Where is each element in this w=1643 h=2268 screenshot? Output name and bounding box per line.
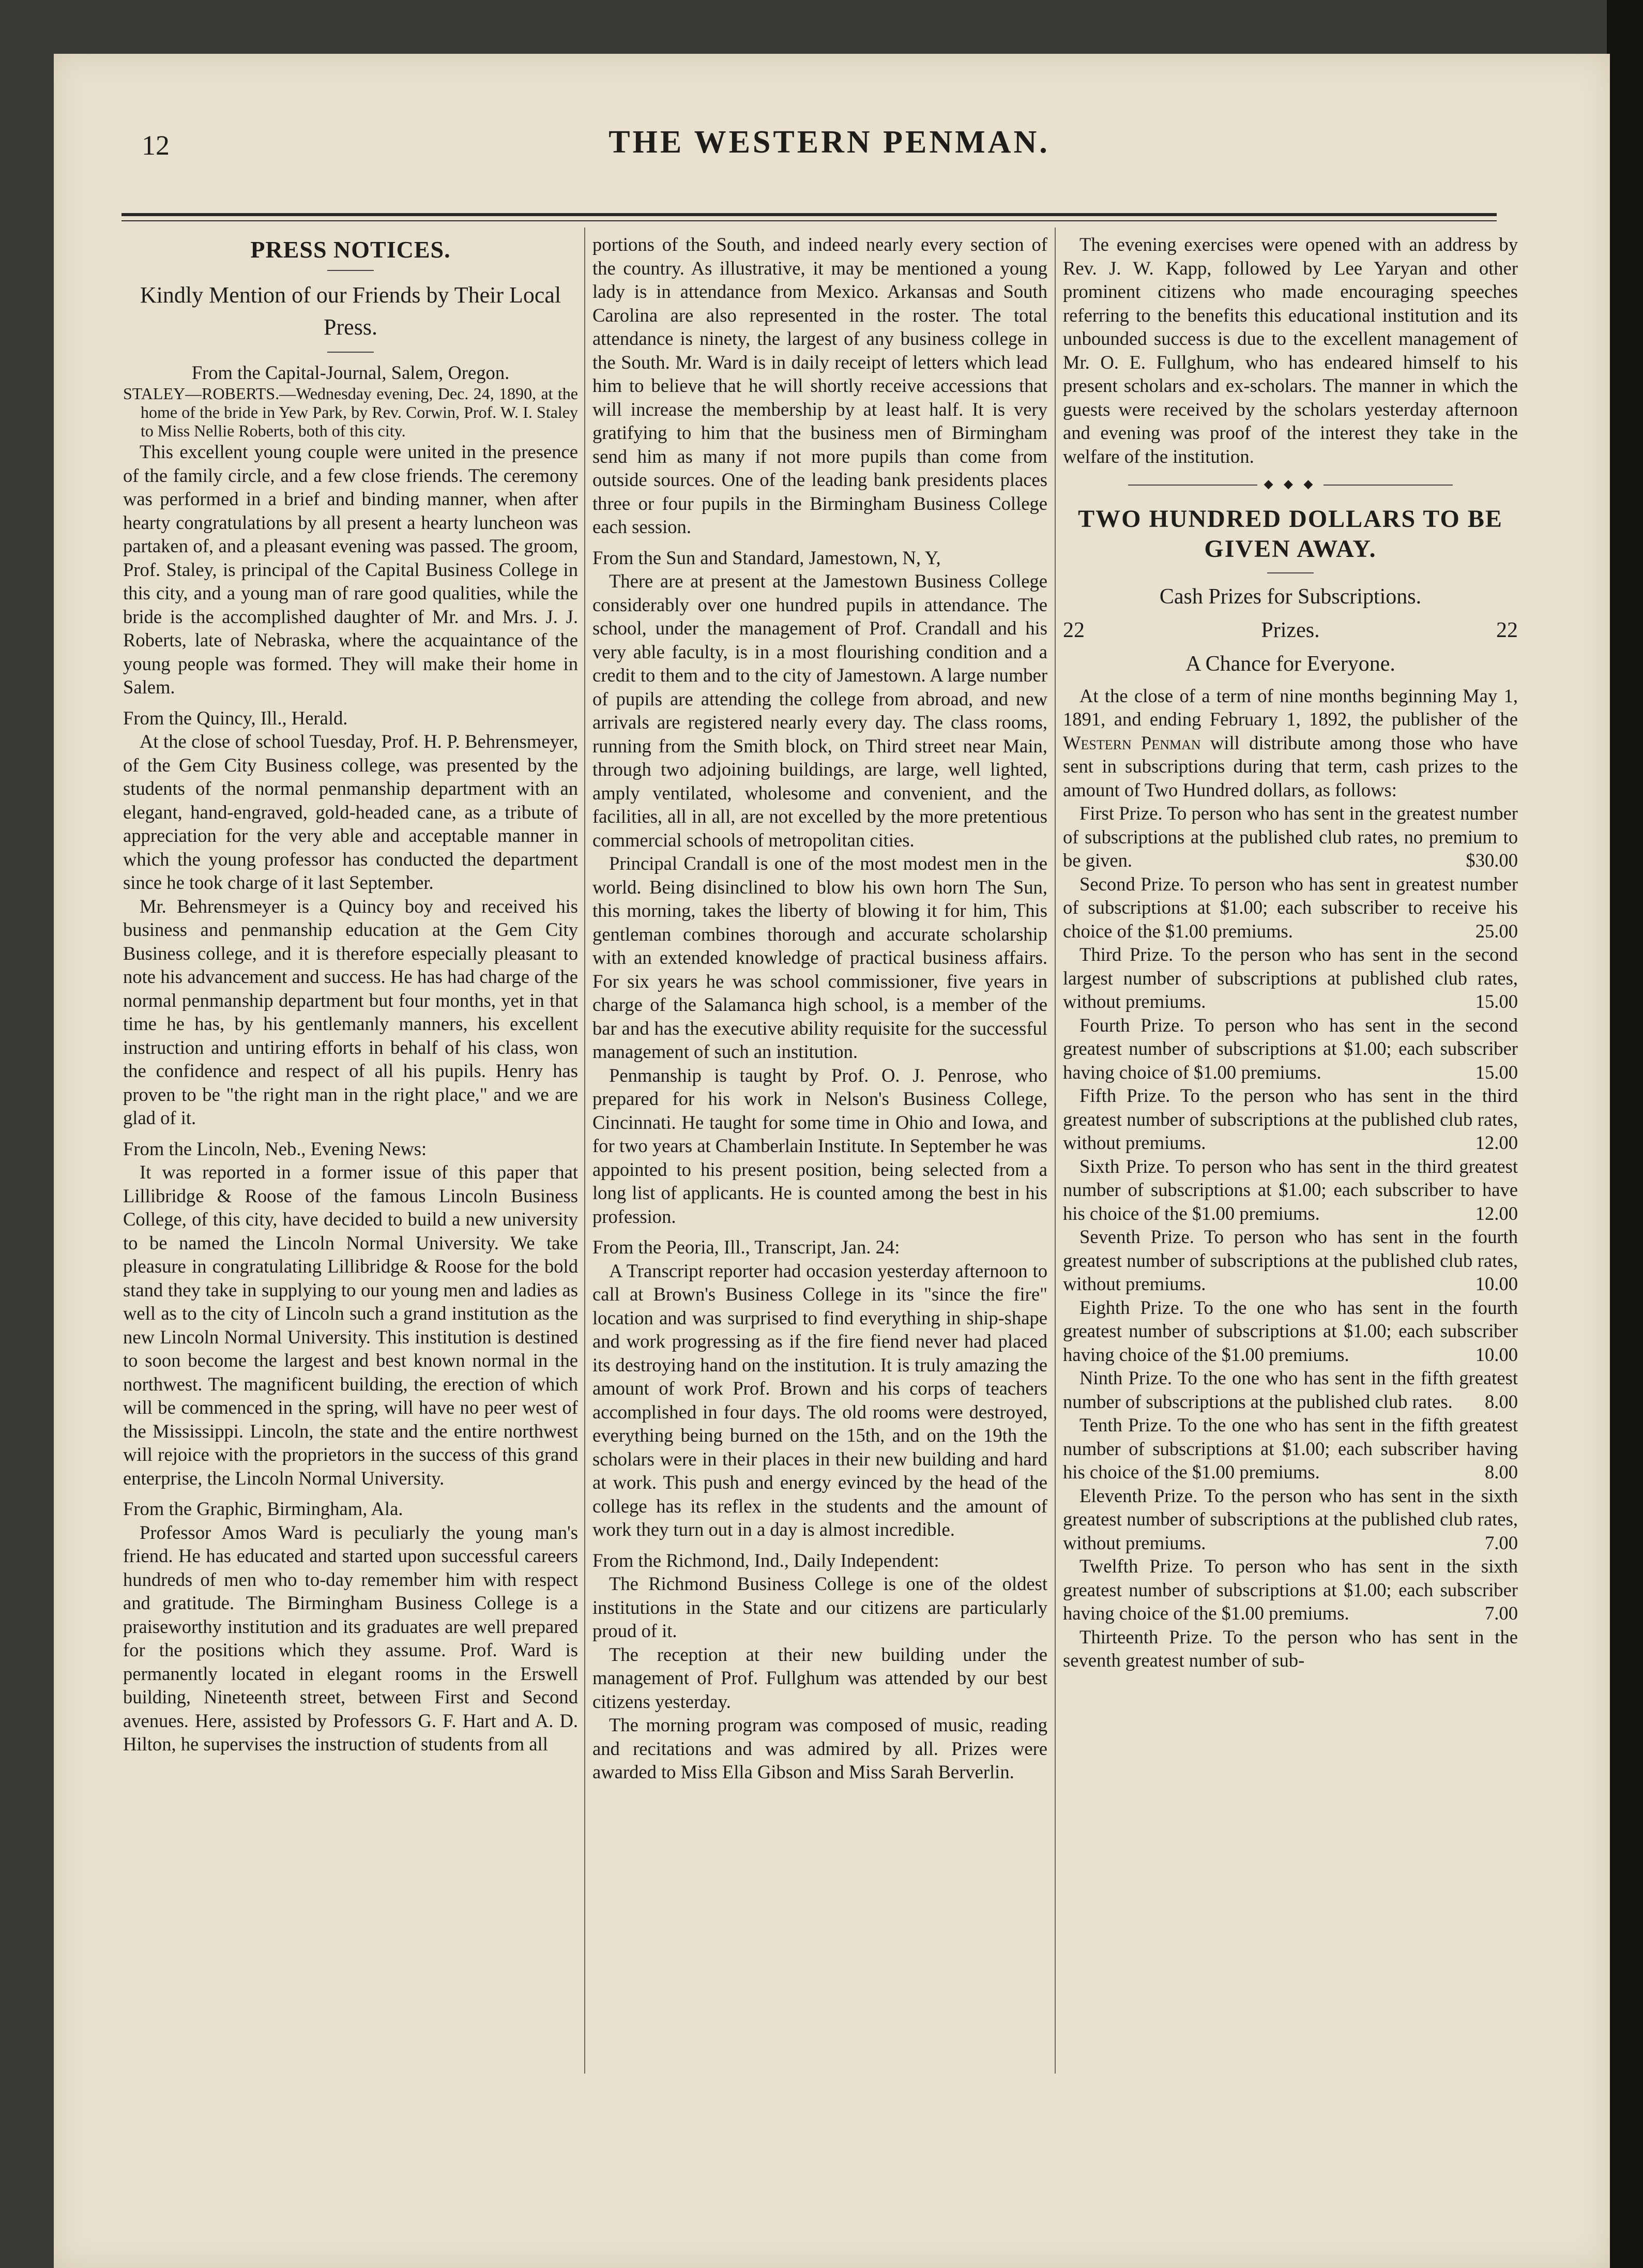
- source-line: From the Capital-Journal, Salem, Oregon.: [191, 361, 510, 383]
- column-3: [1063, 233, 1518, 2074]
- source-line: From the Lincoln, Neb., Evening News:: [123, 1138, 427, 1159]
- prize-entry: [1063, 1014, 1518, 1084]
- short-rule: [1267, 572, 1314, 573]
- article-paragraph: The evening exercises were opened with an address by Rev. J. W. Kapp, followed by Lee Yaryan and other prominent citizens who made encouraging speeches referring to the benefits this educational institution and its unbounded success is due to the excellent management of Mr. O. E. Fullghum, who has endeared himself to his present scholars and ex-scholars. The manner in which the guests were received by the scholars yesterday afternoon and evening was proof of the interest they take in the welfare of the institution.: [1063, 234, 1518, 467]
- prize-description: Thirteenth Prize. To the person who has sent in the seventh greatest number of sub-: [1063, 1626, 1518, 1671]
- article-paragraph: The reception at their new building under the management of Prof. Fullghum was attended by our best citizens yesterday.: [592, 1643, 1047, 1712]
- prize-amount: 10.00: [1475, 1273, 1518, 1294]
- article-paragraph: The morning program was composed of music, reading and recitations and was admired by all. Prizes were awarded to Miss Ella Gibson and Miss Sarah Berverlin.: [592, 1714, 1047, 1782]
- article-paragraph: Principal Crandall is one of the most modest men in the world. Being disinclined to blow his own horn The Sun, this morning, takes the liberty of blowing it for him, This gentleman combines thorough and accurate scholarship with an extended knowledge of practical business affairs. For six years he was school commissioner, five years in charge of the Salamanca high school, is a member of the bar and has the executive ability requisite for the successful management of such an institution.: [592, 853, 1047, 1062]
- prize-amount: 7.00: [1484, 1532, 1518, 1553]
- source-line: From the Sun and Standard, Jamestown, N, Y,: [592, 547, 941, 568]
- prize-amount: 12.00: [1475, 1202, 1518, 1224]
- prize-entry: [1063, 1296, 1518, 1367]
- column-divider-1: [584, 228, 585, 2074]
- prize-description: Fourth Prize. To person who has sent in the second greatest number of subscriptions at $1.00; each subscriber having choice of $1.00 premiums.: [1063, 1014, 1518, 1083]
- source-line: From the Peoria, Ill., Transcript, Jan. 24:: [592, 1236, 900, 1258]
- prizes-count-left: 22: [1063, 618, 1085, 642]
- article-paragraph: The Richmond Business College is one of the oldest institutions in the State and our citizens are particularly proud of it.: [592, 1573, 1047, 1641]
- article-paragraph: portions of the South, and indeed nearly every section of the country. As illustrative, it may be mentioned a young lady is in attendance from Mexico. Arkansas and South Carolina are also represented in the roster. The total attendance is ninety, the largest of any business college in the South. Mr. Ward is in daily receipt of letters which lead him to believe that he will shortly receive accessions that will increase the membership by at least half. It is very gratifying to him that the business men of Birmingham send him as many if not more pupils than come from outside sources. One of the leading bank presidents places three or four pupils in the Birmingham Business College each session.: [592, 234, 1047, 537]
- column-divider-2: [1055, 228, 1056, 2074]
- prize-list: [1063, 802, 1518, 1672]
- prize-description: Tenth Prize. To the one who has sent in the fifth greatest number of subscriptions at $1.00; each subscriber having his choice of the $1.00 premiums.: [1063, 1414, 1518, 1483]
- prize-entry: [1063, 1625, 1518, 1672]
- press-notices-title: PRESS NOTICES.: [250, 236, 451, 263]
- prize-description: Eighth Prize. To the one who has sent in the fourth greatest number of subscriptions at $1.00; each subscriber having choice of the $1.00 premiums.: [1063, 1296, 1518, 1365]
- short-rule: [327, 270, 374, 271]
- press-notices-subtitle: Kindly Mention of our Friends by Their Local Press.: [140, 282, 561, 340]
- prize-amount: 25.00: [1475, 920, 1518, 942]
- prize-entry: [1063, 1554, 1518, 1625]
- prize-description: Eleventh Prize. To the person who has sent in the sixth greatest number of subscriptions at the published club rates, without premiums.: [1063, 1485, 1518, 1553]
- header-rule-thin: [121, 220, 1497, 221]
- diamond-ornament-icon: ◆ ◆ ◆: [1264, 477, 1317, 490]
- prize-amount: 8.00: [1484, 1461, 1518, 1483]
- prize-description: Seventh Prize. To person who has sent in the fourth greatest number of subscriptions at the published club rates, without premiums.: [1063, 1226, 1518, 1294]
- prize-entry: [1063, 1413, 1518, 1484]
- article-paragraph: This excellent young couple were united in the presence of the family circle, and a few close friends. The ceremony was performed in a brief and binding manner, when after hearty congratulations by all present a hearty luncheon was partaken of, and a pleasant evening was passed. The groom, Prof. Staley, is principal of the Capital Business College in this city, and a young man of rare good qualities, while the bride is the accomplished daughter of Mr. and Mrs. J. J. Roberts, late of Nebraska, where the acquaintance of the young people was formed. They will make their home in Salem.: [123, 441, 578, 698]
- short-rule: [327, 352, 374, 353]
- intro-text-b: will distribute among those who have sent in subscriptions during that term, cash prizes to the amount of Two Hundred dollars, as follows:: [1063, 732, 1518, 800]
- prize-description: Second Prize. To person who has sent in greatest number of subscriptions at $1.00; each subscriber to receive his choice of the $1.00 premiums.: [1063, 873, 1518, 942]
- intro-text-a: At the close of a term of nine months beginning May 1, 1891, and ending February 1, 1892, the publisher of the: [1063, 685, 1518, 730]
- chance-subtitle: A Chance for Everyone.: [1185, 652, 1395, 676]
- page-header: [142, 119, 1517, 176]
- prize-amount: 12.00: [1475, 1132, 1518, 1153]
- header-rule-thick: [121, 213, 1497, 216]
- prize-entry: [1063, 802, 1518, 872]
- prize-description: Third Prize. To the person who has sent in the second largest number of subscriptions at published club rates, without premiums.: [1063, 944, 1518, 1012]
- column-2: [592, 233, 1047, 2074]
- article-paragraph: Professor Amos Ward is peculiarly the young man's friend. He has educated and started upon successful careers hundreds of men who to-day remember him with respect and gratitude. The Birmingham Business College is a praiseworthy institution and its graduates are well prepared for the positions which they assume. Prof. Ward is permanently located in elegant rooms in the Erswell building, Nineteenth street, between First and Second avenues. Here, assisted by Professors G. F. Hart and A. D. Hilton, he supervises the instruction of students from all: [123, 1521, 578, 1755]
- source-line: From the Quincy, Ill., Herald.: [123, 707, 348, 729]
- prize-entry: [1063, 1484, 1518, 1555]
- prize-amount: 7.00: [1484, 1602, 1518, 1624]
- article-paragraph: It was reported in a former issue of this paper that Lillibridge & Roose of the famous Lincoln Business College, of this city, have decided to build a new university to be named the Lincoln Normal University. We take pleasure in congratulating Lillibridge & Roose for the bold stand they take in supplying to our young men and ladies as well as to the city of Lincoln such a grand institution as the new Lincoln Normal University. This institution is destined to soon become the largest and best known normal in the northwest. The magnificent building, the erection of which will be commenced in the spring, will have no peer west of the Mississippi. Lincoln, the state and the entire northwest will rejoice with the proprietors in the success of this grand enterprise, the Lincoln Normal University.: [123, 1161, 578, 1489]
- prize-entry: [1063, 1366, 1518, 1413]
- wedding-notice: STALEY—ROBERTS.—Wednesday evening, Dec. 24, 1890, at the home of the bride in Yew Park, by Rev. Corwin, Prof. W. I. Staley to Miss Nellie Roberts, both of this city.: [123, 384, 578, 440]
- prize-amount: 8.00: [1484, 1390, 1518, 1412]
- prize-description: Fifth Prize. To the person who has sent in the third greatest number of subscriptions at the published club rates, without premiums.: [1063, 1085, 1518, 1153]
- prizes-count-line: [1063, 615, 1518, 646]
- prizes-label: Prizes.: [1261, 618, 1320, 642]
- ornament-rule: [1128, 485, 1257, 486]
- article-paragraph: There are at present at the Jamestown Business College considerably over one hundred pupils in attendance. The school, under the management of Prof. Crandall and his very able faculty, is in a most flourishing condition and a credit to them and to the city of Jamestown. A large number of pupils are attending the college from abroad, and new arrivals are registered nearly every day. The class rooms, running from the Smith block, on Third street near Main, through two adjoining buildings, are large, well lighted, amply ventilated, wholesome and convenient, and the facilities, all in all, are not excelled by the more pretentious commercial schools of metropolitan cities.: [592, 570, 1047, 851]
- column-1: [123, 233, 578, 2074]
- prize-amount: 15.00: [1475, 1061, 1518, 1083]
- prize-intro: [1063, 684, 1518, 802]
- prize-offer-title: TWO HUNDRED DOLLARS TO BE GIVEN AWAY.: [1078, 505, 1503, 563]
- article-paragraph: A Transcript reporter had occasion yesterday afternoon to call at Brown's Business College in its "since the fire" location and was surprised to find everything in ship-shape and work progressing as if the fire fiend never had placed its destroying hand on the institution. It is truly amazing the amount of work Prof. Brown and his corps of teachers accomplished in four days. The old rooms were destroyed, everything being burned on the 15th, and on the 19th the scholars were in their places in their new building and hard at work. This push and energy evinced by the head of the college has its reflex in the students and the amount of work they turn out in a day is almost incredible.: [592, 1260, 1047, 1540]
- article-paragraph: At the close of school Tuesday, Prof. H. P. Behrensmeyer, of the Gem City Business college, was presented by the students of the normal penmanship department with an elegant, hand-engraved, gold-headed cane, as a tribute of appreciation for the very able and acceptable manner in which the young professor has conducted the department since he took charge of it last September.: [123, 731, 578, 893]
- prize-amount: $30.00: [1466, 850, 1518, 871]
- masthead-title: THE WESTERN PENMAN.: [608, 125, 1050, 160]
- prize-description: Ninth Prize. To the one who has sent in the fifth greatest number of subscriptions at the published club rates.: [1063, 1367, 1518, 1412]
- prize-entry: [1063, 1225, 1518, 1296]
- ornament-divider: [1063, 472, 1518, 496]
- prize-description: Sixth Prize. To person who has sent in the third greatest number of subscriptions at $1.00; each subscriber to have his choice of the $1.00 premiums.: [1063, 1155, 1518, 1224]
- article-paragraph: Penmanship is taught by Prof. O. J. Penrose, who prepared for his work in Nelson's Business College, Cincinnati. He taught for some time in Ohio and Iowa, and for two years at Chamberlain Institute. In September he was appointed to his present position, being selected from a long list of applicants. He is counted among the best in his profession.: [592, 1064, 1047, 1227]
- prizes-count-right: 22: [1496, 618, 1518, 642]
- page-number: 12: [142, 130, 170, 161]
- ornament-rule: [1323, 485, 1453, 486]
- publication-name: Western Penman: [1063, 732, 1201, 753]
- prize-description: First Prize. To person who has sent in the greatest number of subscriptions at the published club rates, no premium to be given.: [1063, 803, 1518, 871]
- article-paragraph: Mr. Behrensmeyer is a Quincy boy and received his business and penmanship education at the Gem City Business college, and it is therefore especially pleasant to note his advancement and success. He has had charge of the normal penmanship department but four months, yet in that time he has, by his gentlemanly manners, his excellent instruction and untiring efforts in behalf of his class, won the confidence and respect of all his pupils. Henry has proven to be "the right man in the right place," and we are glad of it.: [123, 895, 578, 1128]
- prize-entry: [1063, 1084, 1518, 1155]
- prize-entry: [1063, 872, 1518, 943]
- source-line: From the Graphic, Birmingham, Ala.: [123, 1498, 403, 1519]
- source-line: From the Richmond, Ind., Daily Independent:: [592, 1549, 939, 1571]
- book-binding-edge: [1607, 0, 1643, 2268]
- prize-subtitle: Cash Prizes for Subscriptions.: [1159, 584, 1422, 609]
- prize-amount: 15.00: [1475, 991, 1518, 1012]
- prize-entry: [1063, 943, 1518, 1014]
- prize-amount: 10.00: [1475, 1343, 1518, 1365]
- prize-description: Twelfth Prize. To person who has sent in the sixth greatest number of subscriptions at $1.00; each subscriber having choice of the $1.00 premiums.: [1063, 1555, 1518, 1624]
- prize-entry: [1063, 1155, 1518, 1226]
